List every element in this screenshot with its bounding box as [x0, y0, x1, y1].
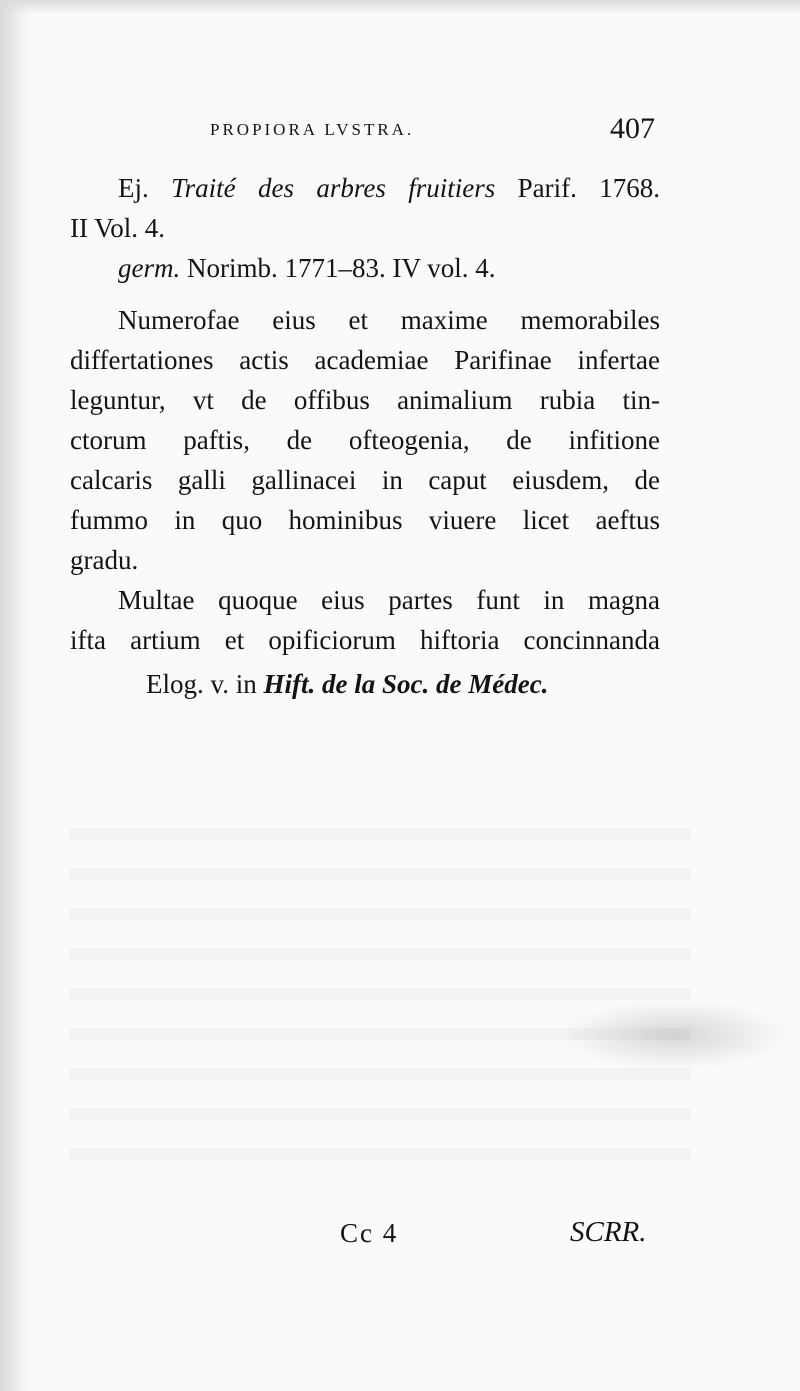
text-line: Numerofae eius et maxime memorabiles	[118, 305, 660, 335]
text-line: fummo in quo hominibus viuere licet aeftus	[70, 505, 660, 535]
paragraph	[70, 300, 660, 580]
page-body	[70, 168, 660, 704]
page-number: 407	[610, 112, 655, 145]
text-line: ifta artium et opificiorum hiftoria concinnanda	[70, 625, 660, 655]
entry-line	[70, 168, 660, 208]
catchword: SCRR.	[570, 1216, 647, 1248]
entry-place-year: Parif. 1768.	[517, 173, 661, 203]
page-top-edge-shadow	[0, 0, 800, 14]
show-through-text	[70, 800, 690, 1180]
signature-mark: Cc 4	[340, 1218, 399, 1248]
page-left-edge-shadow	[0, 0, 30, 1391]
elog-reference	[70, 664, 660, 704]
entry-place-year: Norimb. 1771–83. IV vol. 4.	[187, 253, 496, 283]
translation-note: germ.	[118, 253, 181, 283]
entry-line: II Vol. 4.	[70, 213, 166, 243]
entry-prefix: Ej.	[118, 173, 149, 203]
text-line: leguntur, vt de offibus animalium rubia tin-	[70, 385, 660, 415]
paragraph	[70, 580, 660, 660]
book-title: Traité des arbres fruitiers	[171, 173, 496, 203]
entry-line	[70, 248, 660, 288]
ink-smudge	[560, 1000, 790, 1070]
page-header	[0, 112, 800, 146]
text-line: calcaris galli gallinacei in caput eiusdem, de	[70, 465, 660, 495]
elog-source-title: Hift. de la Soc. de Médec.	[263, 669, 549, 699]
text-line: differtationes actis academiae Parifinae infertae	[70, 345, 660, 375]
text-line: ctorum paftis, de ofteogenia, de infitione	[70, 425, 660, 455]
text-line: Multae quoque eius partes funt in magna	[118, 585, 660, 615]
elog-prefix: Elog. v. in	[146, 669, 257, 699]
running-head: PROPIORA LVSTRA.	[210, 120, 415, 139]
text-line: gradu.	[70, 545, 139, 575]
